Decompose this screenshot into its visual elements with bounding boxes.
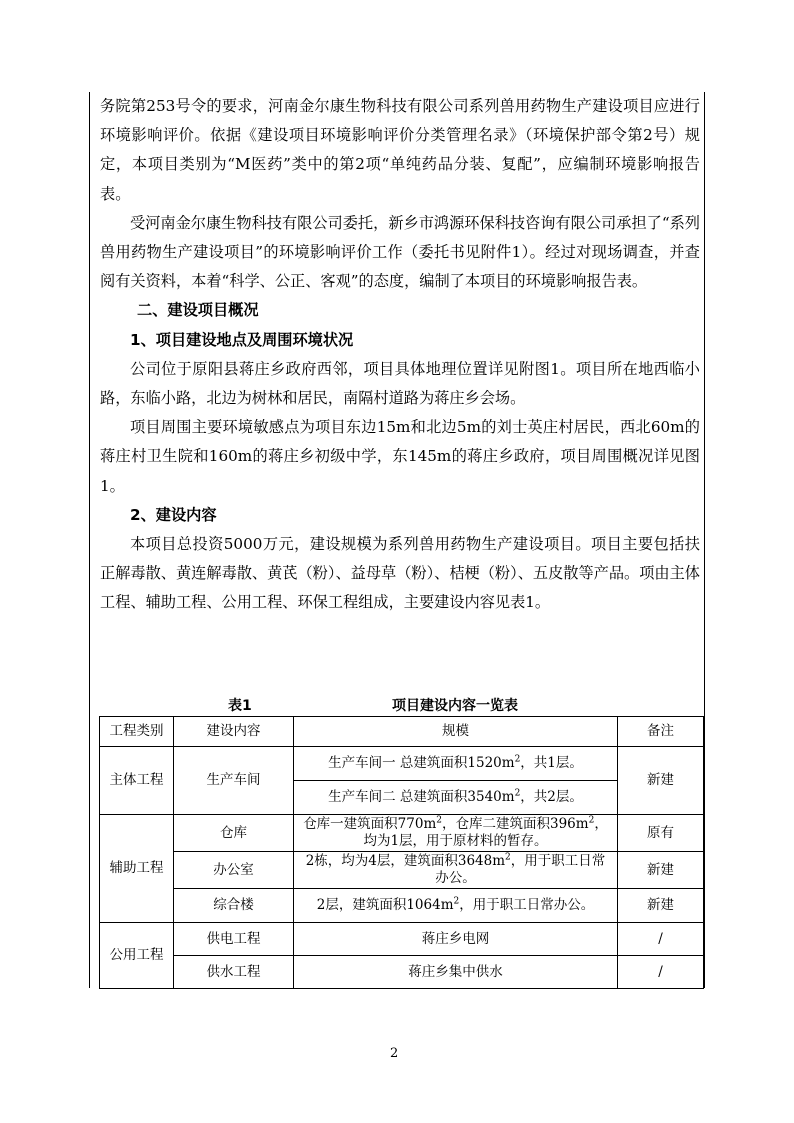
cell-pub-item-2: 供水工程 — [174, 956, 294, 989]
table-number: 表1 — [228, 698, 252, 714]
table-row — [100, 815, 704, 852]
cell-pub-note-2: / — [618, 956, 704, 989]
paragraph-commission: 受河南金尔康生物科技有限公司委托，新乡市鸿源环保科技咨询有限公司承担了“系列兽用药物生产建设项目”的环境影响评价工作（委托书见附件1）。经过对现场调查，并查阅有关资料，本着“科学、公正、客观”的态度，编制了本项目的环境影响报告表。 — [100, 213, 700, 291]
cell-aux-note-1: 原有 — [618, 815, 704, 852]
cell-main-category: 主体工程 — [100, 747, 174, 815]
table-caption — [100, 693, 704, 715]
cell-pub-note-1: / — [618, 923, 704, 956]
cell-main-item: 生产车间 — [174, 747, 294, 815]
subsection-heading-location: 1、项目建设地点及周围环境状况 — [130, 330, 354, 349]
cell-main-note: 新建 — [618, 747, 704, 815]
cell-aux-item-3: 综合楼 — [174, 889, 294, 923]
cell-aux-scale-2: 2栋，均为4层，建筑面积$3648m^2$，用于职工日常 办公。 — [294, 852, 618, 889]
paragraph-content: 本项目总投资5000万元，建设规模为系列兽用药物生产建设项目。项目主要包括扶正解毒散、黄连解毒散、黄芪（粉）、益母草（粉）、桔梗（粉）、五皮散等产品。项由主体工程、辅助工程、公用工程、环保工程组成，主要建设内容见表1。 — [100, 535, 700, 612]
page-number: 2 — [390, 1046, 399, 1061]
table-title: 项目建设内容一览表 — [392, 698, 518, 714]
subsection-heading-content: 2、建设内容 — [130, 505, 217, 524]
cell-aux-category: 辅助工程 — [100, 815, 174, 923]
cell-aux-scale-1: 仓库一建筑面积$770m^2$，仓库二建筑面积$396m^2$， 均为1层，用于原材料的暂存。 — [294, 815, 618, 852]
cell-pub-category: 公用工程 — [100, 923, 174, 989]
header-scale: 规模 — [294, 717, 618, 747]
table-header-row — [100, 717, 704, 747]
cell-pub-scale-2: 蒋庄乡集中供水 — [294, 956, 618, 989]
cell-aux-item-1: 仓库 — [174, 815, 294, 852]
cell-aux-scale-3: 2层，建筑面积$1064m^2$，用于职工日常办公。 — [294, 889, 618, 923]
cell-pub-scale-1: 蒋庄乡电网 — [294, 923, 618, 956]
table-row — [100, 923, 704, 956]
header-category: 工程类别 — [100, 717, 174, 747]
section-heading: 二、建设项目概况 — [137, 301, 259, 320]
table-row — [100, 747, 704, 781]
cell-main-scale-1: 生产车间一 总建筑面积$1520m^2$，共1层。 — [294, 747, 618, 781]
construction-content-table — [99, 716, 704, 989]
paragraph-sensitive-points: 项目周围主要环境敏感点为项目东边15m和北边5m的刘士英庄村居民，西北60m的蒋庄村卫生院和160m的蒋庄乡初级中学，东145m的蒋庄乡政府，项目周围概况详见图1。 — [100, 418, 700, 495]
table-row — [100, 852, 704, 889]
cell-aux-note-3: 新建 — [618, 889, 704, 923]
cell-main-scale-2: 生产车间二 总建筑面积$3540m^2$，共2层。 — [294, 781, 618, 815]
paragraph-continuation: 务院第253号令的要求，河南金尔康生物科技有限公司系列兽用药物生产建设项目应进行环境影响评价。依据《建设项目环境影响评价分类管理名录》（环境保护部令第2号）规定，本项目类别为“M医药”类中的第2项“单纯药品分装、复配”，应编制环境影响报告表。 — [100, 97, 700, 203]
table-row — [100, 956, 704, 989]
paragraph-location: 公司位于原阳县蒋庄乡政府西邻，项目具体地理位置详见附图1。项目所在地西临小路，东临小路，北边为树林和居民，南隔村道路为蒋庄乡会场。 — [100, 359, 700, 408]
cell-aux-note-2: 新建 — [618, 852, 704, 889]
cell-aux-item-2: 办公室 — [174, 852, 294, 889]
document-body — [100, 92, 700, 618]
cell-pub-item-1: 供电工程 — [174, 923, 294, 956]
header-note: 备注 — [618, 717, 704, 747]
header-content: 建设内容 — [174, 717, 294, 747]
table-row — [100, 889, 704, 923]
